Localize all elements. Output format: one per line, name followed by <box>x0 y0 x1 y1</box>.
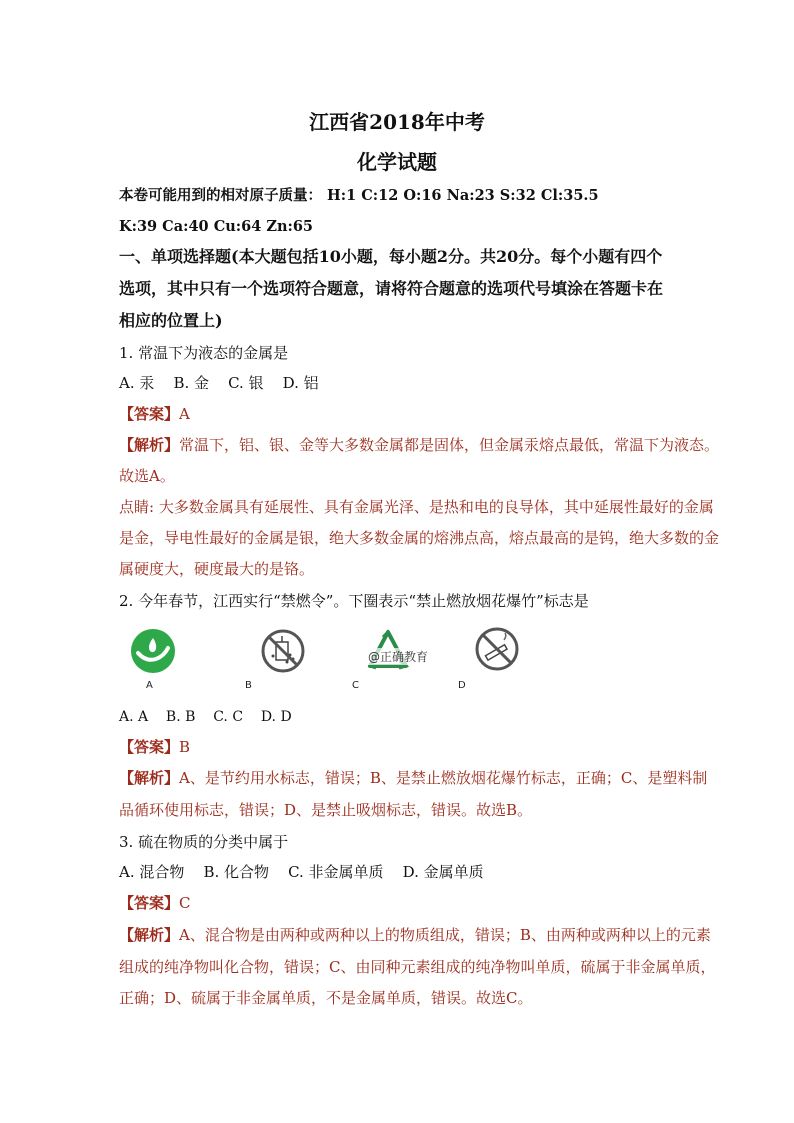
answer-value: C <box>179 894 191 912</box>
q2-analysis-2: 品循环使用标志，错误；D、是禁止吸烟标志，错误。故选B。 <box>119 801 533 819</box>
answer-tag: 【答案】 <box>119 738 180 756</box>
q3-analysis-1 <box>119 925 711 945</box>
q2-stem: 2. 今年春节，江西实行“禁燃令”。下圈表示“禁止燃放烟花爆竹”标志是 <box>119 592 589 610</box>
image-label-c: C <box>352 680 359 691</box>
analysis-text: 常温下，铝、银、金等大多数金属都是固体，但金属汞熔点最低，常温下为液态。 <box>179 436 720 454</box>
no-fireworks-sign-icon <box>260 628 306 674</box>
answer-value: B <box>179 738 191 756</box>
atomic-mass-line-2: K:39 Ca:40 Cu:64 Zn:65 <box>119 218 314 235</box>
section-heading-line-2: 选项，其中只有一个选项符合题意，请将符合题意的选项代号填涂在答题卡在 <box>119 279 664 298</box>
water-saving-sign-icon <box>128 626 178 676</box>
q3-analysis-2: 组成的纯净物叫化合物，错误；C、由同种元素组成的纯净物叫单质，硫属于非金属单质， <box>119 958 716 976</box>
q1-analysis-1 <box>119 435 719 455</box>
q2-analysis-1 <box>119 768 707 788</box>
q1-answer <box>119 404 190 424</box>
answer-value: A <box>179 405 190 423</box>
analysis-tag: 【解析】 <box>119 769 180 787</box>
section-heading-line-1: 一、单项选择题(本大题包括10小题，每小题2分。共20分。每个小题有四个 <box>119 247 663 266</box>
q1-stem: 1. 常温下为液态的金属是 <box>119 344 289 362</box>
atomic-mass-line-1: 本卷可能用到的相对原子质量： H:1 C:12 O:16 Na:23 S:32 Cl:35.5 <box>119 187 599 204</box>
answer-tag: 【答案】 <box>119 405 180 423</box>
page-title: 江西省2018年中考 <box>309 110 485 134</box>
q3-analysis-3: 正确；D、硫属于非金属单质，不是金属单质，错误。故选C。 <box>119 989 533 1007</box>
q3-stem: 3. 硫在物质的分类中属于 <box>119 833 289 851</box>
q1-options: A. 汞 B. 金 C. 银 D. 铝 <box>119 374 319 392</box>
analysis-text: A、是节约用水标志，错误；B、是禁止燃放烟花爆竹标志，正确；C、是塑料制 <box>179 769 708 787</box>
analysis-tag: 【解析】 <box>119 926 180 944</box>
watermark-text: @正确教育 <box>368 650 429 664</box>
image-label-b: B <box>245 680 252 691</box>
image-label-a: A <box>146 680 153 691</box>
q3-answer <box>119 893 191 913</box>
q2-answer <box>119 737 190 757</box>
answer-tag: 【答案】 <box>119 894 180 912</box>
q2-options: A. A B. B C. C D. D <box>119 709 292 725</box>
image-label-d: D <box>458 680 466 691</box>
q3-options: A. 混合物 B. 化合物 C. 非金属单质 D. 金属单质 <box>119 863 484 881</box>
no-smoking-sign-icon <box>474 626 520 672</box>
q1-analysis-2: 故选A。 <box>119 467 175 485</box>
section-heading-line-3: 相应的位置上) <box>119 311 223 330</box>
page-subtitle: 化学试题 <box>357 150 437 174</box>
q1-note-3: 属硬度大，硬度最大的是铬。 <box>119 560 315 578</box>
analysis-text: A、混合物是由两种或两种以上的物质组成，错误；B、由两种或两种以上的元素 <box>179 926 711 944</box>
analysis-tag: 【解析】 <box>119 436 180 454</box>
q1-note-2: 是金，导电性最好的金属是银，绝大多数金属的熔沸点高，熔点最高的是钨，绝大多数的金 <box>119 529 720 547</box>
q1-note-1: 点睛: 大多数金属具有延展性、具有金属光泽、是热和电的良导体，其中延展性最好的金属 <box>119 498 714 516</box>
